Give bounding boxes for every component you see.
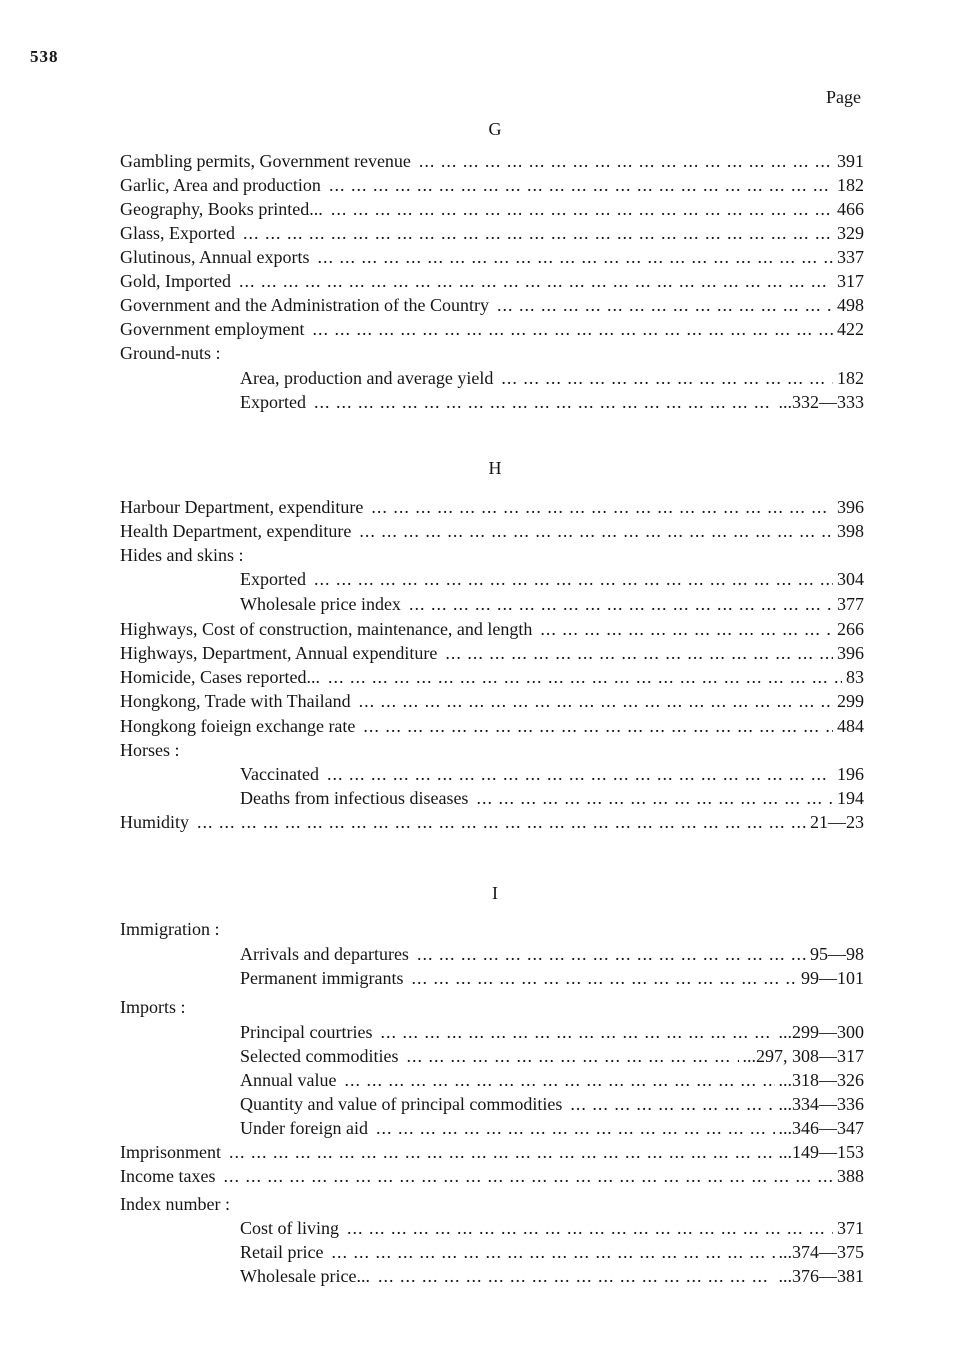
- entry-label: Wholesale price index: [240, 594, 401, 614]
- entry-label: Gold, Imported: [120, 271, 231, 291]
- entry-label: Exported: [240, 569, 306, 589]
- index-group-heading: Imports :: [120, 997, 186, 1017]
- dot-leader: [329, 173, 833, 197]
- entry-label: Glass, Exported: [120, 223, 235, 243]
- entry-label: Humidity: [120, 812, 190, 832]
- dot-leader: [501, 366, 833, 390]
- entry-page: 422: [837, 319, 864, 339]
- index-group-heading: Index number :: [120, 1194, 230, 1214]
- index-entry: [120, 245, 864, 269]
- dot-leader: [497, 293, 833, 317]
- dot-leader: [328, 665, 842, 689]
- index-entry: [120, 173, 864, 197]
- entry-page: 396: [837, 497, 864, 517]
- dot-leader: [359, 689, 833, 713]
- dot-leader: [344, 1068, 774, 1092]
- dot-leader: [378, 1264, 775, 1288]
- section-letter-i: I: [492, 883, 498, 903]
- index-subentry: [240, 1264, 864, 1288]
- dot-leader: [347, 1216, 833, 1240]
- entry-page: 391: [837, 151, 864, 171]
- entry-label: Arrivals and departures: [240, 944, 409, 964]
- index-entry: [120, 221, 864, 245]
- dot-leader: [314, 390, 775, 414]
- index-entry: [120, 689, 864, 713]
- entry-page: 83: [846, 667, 864, 687]
- dot-leader: [314, 567, 833, 591]
- entry-label: Garlic, Area and production: [120, 175, 321, 195]
- entry-label: Annual value: [240, 1070, 337, 1090]
- section-letter-h: H: [488, 458, 502, 478]
- entry-label: Wholesale price...: [240, 1266, 370, 1286]
- index-subentry: [240, 1068, 864, 1092]
- entry-label: Geography, Books printed...: [120, 199, 323, 219]
- index-subentry: [240, 942, 864, 966]
- entry-page: 182: [837, 368, 864, 388]
- entry-label: Vaccinated: [240, 764, 319, 784]
- entry-page: ...334—336: [778, 1094, 864, 1114]
- entry-page: ...332—333: [778, 392, 864, 412]
- index-subentry: [240, 366, 864, 390]
- entry-page: 484: [837, 716, 864, 736]
- index-subentry: [240, 1216, 864, 1240]
- entry-page: 304: [837, 569, 864, 589]
- entry-label: Government employment: [120, 319, 305, 339]
- entry-label: Quantity and value of principal commodities: [240, 1094, 563, 1114]
- entry-label: Under foreign aid: [240, 1118, 368, 1138]
- entry-label: Imprisonment: [120, 1142, 221, 1162]
- dot-leader: [331, 197, 833, 221]
- entry-page: 194: [837, 788, 864, 808]
- dot-leader: [359, 519, 833, 543]
- index-entry: [120, 197, 864, 221]
- dot-leader: [371, 495, 833, 519]
- index-entry: [120, 665, 864, 689]
- dot-leader: [380, 1020, 774, 1044]
- dot-leader: [540, 617, 833, 641]
- dot-leader: [411, 966, 797, 990]
- dot-leader: [197, 810, 806, 834]
- section-letter-g: G: [488, 119, 502, 139]
- entry-label: Highways, Cost of construction, maintenance, and length: [120, 619, 533, 639]
- entry-label: Deaths from infectious diseases: [240, 788, 469, 808]
- index-group-heading: Hides and skins :: [120, 545, 244, 565]
- index-entry: [120, 641, 864, 665]
- entry-page: 299: [837, 691, 864, 711]
- dot-leader: [419, 149, 833, 173]
- entry-label: Cost of living: [240, 1218, 340, 1238]
- index-entry: [120, 714, 864, 738]
- dot-leader: [312, 317, 833, 341]
- index-subentry: [240, 1116, 864, 1140]
- entry-page: ...299—300: [778, 1022, 864, 1042]
- entry-label: Retail price: [240, 1242, 324, 1262]
- entry-label: Homicide, Cases reported...: [120, 667, 320, 687]
- index-entry: [120, 317, 864, 341]
- index-subentry: [240, 1044, 864, 1068]
- entry-label: Health Department, expenditure: [120, 521, 352, 541]
- page-number: 538: [30, 47, 59, 66]
- entry-page: 99—101: [801, 968, 864, 988]
- index-subentry: [240, 592, 864, 616]
- dot-leader: [476, 786, 833, 810]
- entry-label: Selected commodities: [240, 1046, 399, 1066]
- entry-label: Principal courtries: [240, 1022, 373, 1042]
- dot-leader: [327, 762, 833, 786]
- page-column-header: Page: [826, 87, 861, 107]
- entry-page: 371: [837, 1218, 864, 1238]
- index-entry: [120, 293, 864, 317]
- entry-label: Harbour Department, expenditure: [120, 497, 364, 517]
- dot-leader: [417, 942, 806, 966]
- entry-label: Exported: [240, 392, 306, 412]
- entry-page: 388: [837, 1166, 864, 1186]
- entry-page: 21—23: [810, 812, 864, 832]
- index-entry: [120, 810, 864, 834]
- entry-label: Hongkong foieign exchange rate: [120, 716, 356, 736]
- index-subentry: [240, 390, 864, 414]
- index-subentry: [240, 1240, 864, 1264]
- index-subentry: [240, 1092, 864, 1116]
- entry-label: Permanent immigrants: [240, 968, 404, 988]
- dot-leader: [239, 269, 833, 293]
- index-subentry: [240, 1020, 864, 1044]
- dot-leader: [406, 1044, 738, 1068]
- dot-leader: [376, 1116, 775, 1140]
- entry-label: Highways, Department, Annual expenditure: [120, 643, 438, 663]
- index-entry: [120, 495, 864, 519]
- entry-page: ...376—381: [778, 1266, 864, 1286]
- index-group-heading: Ground-nuts :: [120, 343, 221, 363]
- entry-label: Government and the Administration of the Country: [120, 295, 489, 315]
- entry-label: Glutinous, Annual exports: [120, 247, 310, 267]
- entry-page: 182: [837, 175, 864, 195]
- entry-page: ...297, 308—317: [742, 1046, 864, 1066]
- entry-page: 266: [837, 619, 864, 639]
- index-entry: [120, 519, 864, 543]
- entry-page: 337: [837, 247, 864, 267]
- entry-page: 498: [837, 295, 864, 315]
- entry-label: Hongkong, Trade with Thailand: [120, 691, 351, 711]
- dot-leader: [363, 714, 833, 738]
- dot-leader: [570, 1092, 774, 1116]
- index-subentry: [240, 567, 864, 591]
- entry-page: ...149—153: [778, 1142, 864, 1162]
- index-group-heading: Immigration :: [120, 919, 220, 939]
- entry-page: 196: [837, 764, 864, 784]
- index-group-heading: Horses :: [120, 740, 180, 760]
- index-entry: [120, 1164, 864, 1188]
- entry-page: 95—98: [810, 944, 864, 964]
- entry-page: ...318—326: [778, 1070, 864, 1090]
- entry-page: 377: [837, 594, 864, 614]
- entry-label: Gambling permits, Government revenue: [120, 151, 411, 171]
- dot-leader: [445, 641, 833, 665]
- index-entry: [120, 269, 864, 293]
- index-subentry: [240, 966, 864, 990]
- entry-page: ...346—347: [778, 1118, 864, 1138]
- entry-page: 466: [837, 199, 864, 219]
- entry-page: 396: [837, 643, 864, 663]
- dot-leader: [331, 1240, 774, 1264]
- entry-page: 398: [837, 521, 864, 541]
- index-subentry: [240, 786, 864, 810]
- dot-leader: [229, 1140, 775, 1164]
- entry-page: 329: [837, 223, 864, 243]
- dot-leader: [243, 221, 833, 245]
- entry-label: Income taxes: [120, 1166, 216, 1186]
- entry-page: 317: [837, 271, 864, 291]
- index-subentry: [240, 762, 864, 786]
- dot-leader: [223, 1164, 833, 1188]
- index-entry: [120, 1140, 864, 1164]
- index-entry: [120, 617, 864, 641]
- entry-label: Area, production and average yield: [240, 368, 494, 388]
- dot-leader: [409, 592, 833, 616]
- index-entry: [120, 149, 864, 173]
- dot-leader: [318, 245, 834, 269]
- entry-page: ...374—375: [778, 1242, 864, 1262]
